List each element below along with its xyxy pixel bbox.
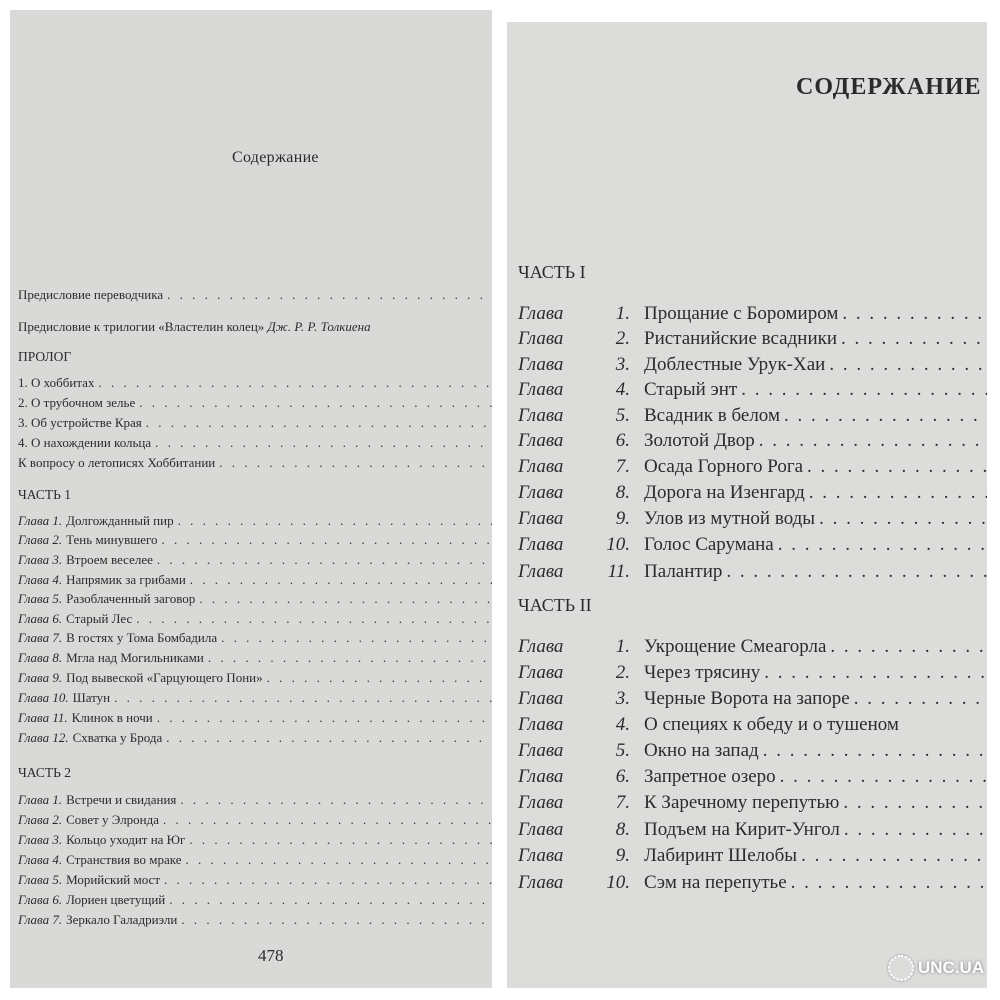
- list-item: [518, 819, 987, 841]
- list-item: [18, 812, 492, 828]
- list-item: [18, 611, 492, 627]
- chapter-title: Морийский мост: [66, 872, 160, 887]
- list-item: [18, 415, 492, 431]
- chapter-title: Кольцо уходит на Юг: [66, 832, 186, 847]
- chapter-prefix: Глава: [518, 430, 564, 451]
- list-item: [518, 714, 987, 736]
- dot-leader: [98, 375, 492, 391]
- list-item: [518, 430, 987, 452]
- preface-trilogy-label: Предисловие к трилогии «Властелин колец»: [18, 319, 265, 334]
- chapter-title: Лабиринт Шелобы: [644, 845, 798, 866]
- chapter-title: Долгожданный пир: [66, 513, 174, 528]
- dot-leader: [763, 740, 987, 762]
- chapter-number: 3.: [615, 688, 630, 709]
- chapter-number: 2.: [615, 662, 630, 683]
- page-number: 478: [258, 946, 284, 965]
- chapter-number: 4.: [615, 714, 630, 735]
- chapter-number: 5.: [615, 405, 630, 426]
- chapter-prefix: Глава: [518, 561, 564, 582]
- chapter-number: 7.: [615, 456, 630, 477]
- chapter-title: Сэм на перепутье: [644, 872, 787, 893]
- chapter-title: Прощание с Боромиром: [644, 303, 839, 324]
- chapter-prefix: Глава: [518, 534, 564, 555]
- dot-leader: [844, 819, 987, 841]
- dot-leader: [854, 688, 987, 710]
- chapter-title: О специях к обеду и о тушеном: [644, 714, 899, 735]
- chapter-title: Золотой Двор: [644, 430, 755, 451]
- chapter-title: К Заречному перепутью: [644, 792, 840, 813]
- preface-translator: [18, 287, 492, 303]
- chapter-title: Укрощение Смеагорла: [644, 636, 827, 657]
- chapter-prefix: Глава 8.: [18, 650, 63, 665]
- dot-leader: [139, 395, 492, 411]
- list-item: [18, 375, 492, 391]
- left-page-title: Содержание: [232, 149, 319, 166]
- list-item: [518, 456, 987, 478]
- preface-trilogy: [18, 319, 371, 335]
- chapter-prefix: Глава 6.: [18, 611, 63, 626]
- list-item: [18, 455, 492, 471]
- chapter-title: Зеркало Галадриэли: [66, 912, 178, 927]
- dot-leader: [199, 591, 492, 607]
- dot-leader: [146, 415, 492, 431]
- list-item: [518, 405, 987, 427]
- chapter-number: 1.: [615, 303, 630, 324]
- list-item: [18, 591, 492, 607]
- chapter-title: Через трясину: [644, 662, 761, 683]
- chapter-prefix: Глава 1.: [18, 513, 63, 528]
- dot-leader: [764, 662, 987, 684]
- list-item: [518, 845, 987, 867]
- chapter-prefix: Глава 12.: [18, 730, 69, 745]
- chapter-title: Старый Лес: [66, 611, 133, 626]
- chapter-title: Палантир: [644, 561, 723, 582]
- chapter-number: 8.: [615, 819, 630, 840]
- part2-heading: ЧАСТЬ II: [518, 595, 592, 615]
- dot-leader: [163, 812, 492, 828]
- chapter-title: Подъем на Кирит-Унгол: [644, 819, 840, 840]
- chapter-title: Старый энт: [644, 379, 738, 400]
- chapter-number: 9.: [615, 508, 630, 529]
- dot-leader: [180, 792, 492, 808]
- chapter-prefix: Глава: [518, 482, 564, 503]
- dot-leader: [208, 650, 492, 666]
- dot-leader: [726, 561, 987, 583]
- dot-leader: [219, 455, 492, 471]
- list-item: [518, 561, 987, 583]
- chapter-title: Лориен цветущий: [66, 892, 166, 907]
- list-item: [18, 690, 492, 706]
- chapter-prefix: Глава: [518, 845, 564, 866]
- chapter-prefix: Глава: [518, 508, 564, 529]
- dot-leader: [807, 456, 987, 478]
- chapter-title: Тень минувшего: [66, 532, 158, 547]
- chapter-number: 2.: [615, 328, 630, 349]
- list-item: [518, 792, 987, 814]
- dot-leader: [778, 534, 987, 556]
- chapter-title: Схватка у Брода: [72, 730, 163, 745]
- list-item: [518, 688, 987, 710]
- list-item: [518, 303, 987, 325]
- chapter-prefix: Глава 6.: [18, 892, 63, 907]
- chapter-prefix: Глава: [518, 636, 564, 657]
- list-item: [518, 482, 987, 504]
- chapter-prefix: Глава: [518, 662, 564, 683]
- chapter-prefix: Глава: [518, 328, 564, 349]
- dot-leader: [221, 630, 492, 646]
- chapter-prefix: Глава 3.: [18, 832, 63, 847]
- chapter-prefix: Глава: [518, 688, 564, 709]
- toc-entry-title: 2. О трубочном зелье: [18, 395, 136, 410]
- list-item: [18, 730, 492, 746]
- chapter-prefix: Глава: [518, 354, 564, 375]
- chapter-title: Запретное озеро: [644, 766, 776, 787]
- chapter-title: Напрямик за грибами: [66, 572, 186, 587]
- chapter-prefix: Глава 10.: [18, 690, 69, 705]
- chapter-title: Доблестные Урук-Хаи: [644, 354, 826, 375]
- list-item: [18, 832, 492, 848]
- list-item: [18, 630, 492, 646]
- part2-heading: ЧАСТЬ 2: [18, 765, 71, 780]
- chapter-title: Всадник в белом: [644, 405, 780, 426]
- dot-leader: [157, 552, 492, 568]
- list-item: [18, 670, 492, 686]
- list-item: [18, 513, 492, 529]
- dot-leader: [780, 766, 987, 788]
- dot-leader: [189, 832, 492, 848]
- watermark-text: UNC.UA: [918, 958, 985, 977]
- chapter-number: 1.: [615, 636, 630, 657]
- list-item: [518, 662, 987, 684]
- chapter-title: Шатун: [72, 690, 111, 705]
- chapter-number: 6.: [615, 766, 630, 787]
- dot-leader: [162, 532, 492, 548]
- dot-leader: [830, 636, 987, 658]
- list-item: [18, 912, 492, 928]
- chapter-title: Странствия во мраке: [66, 852, 182, 867]
- chapter-prefix: Глава: [518, 714, 564, 735]
- watermark-logo-icon: [888, 955, 914, 981]
- list-item: [18, 872, 492, 888]
- chapter-number: 10.: [606, 534, 630, 555]
- list-item: [18, 552, 492, 568]
- chapter-title: Совет у Элронда: [66, 812, 160, 827]
- chapter-prefix: Глава: [518, 303, 564, 324]
- chapter-prefix: Глава: [518, 792, 564, 813]
- chapter-prefix: Глава: [518, 456, 564, 477]
- chapter-number: 10.: [606, 872, 630, 893]
- chapter-prefix: Глава: [518, 379, 564, 400]
- prolog-heading: ПРОЛОГ: [18, 349, 72, 364]
- list-item: [518, 328, 987, 350]
- chapter-prefix: Глава: [518, 766, 564, 787]
- chapter-prefix: Глава 2.: [18, 532, 63, 547]
- list-item: [518, 379, 987, 401]
- chapter-title: В гостях у Тома Бомбадила: [66, 630, 218, 645]
- chapter-number: 7.: [615, 792, 630, 813]
- dot-leader: [155, 435, 492, 451]
- dot-leader: [843, 792, 987, 814]
- chapter-prefix: Глава 9.: [18, 670, 63, 685]
- right-page: [507, 22, 987, 988]
- list-item: [18, 572, 492, 588]
- dot-leader: [819, 508, 987, 530]
- chapter-prefix: Глава 1.: [18, 792, 63, 807]
- dot-leader: [801, 845, 987, 867]
- right-page-title: СОДЕРЖАНИЕ: [796, 74, 982, 100]
- list-item: [18, 792, 492, 808]
- chapter-prefix: Глава: [518, 872, 564, 893]
- preface-translator-label: Предисловие переводчика: [18, 287, 164, 302]
- chapter-number: 3.: [615, 354, 630, 375]
- dot-leader: [157, 710, 492, 726]
- chapter-title: Дорога на Изенгард: [644, 482, 805, 503]
- list-item: [518, 534, 987, 556]
- chapter-prefix: Глава: [518, 819, 564, 840]
- toc-entry-title: 4. О нахождении кольца: [18, 435, 152, 450]
- dot-leader: [741, 379, 987, 401]
- dot-leader: [136, 611, 492, 627]
- dot-leader: [169, 892, 492, 908]
- dot-leader: [784, 405, 987, 427]
- toc-entry-title: К вопросу о летописях Хоббитании: [18, 455, 216, 470]
- chapter-number: 8.: [615, 482, 630, 503]
- dot-leader: [829, 354, 987, 376]
- list-item: [18, 395, 492, 411]
- dot-leader: [842, 303, 987, 325]
- list-item: [518, 872, 987, 894]
- chapter-title: Голос Сарумана: [644, 534, 774, 555]
- dot-leader: [114, 690, 492, 706]
- dot-leader: [759, 430, 987, 452]
- preface-trilogy-author: Дж. Р. Р. Толкиена: [267, 319, 371, 334]
- chapter-number: 6.: [615, 430, 630, 451]
- chapter-title: Мгла над Могильниками: [66, 650, 204, 665]
- list-item: [18, 892, 492, 908]
- chapter-number: 9.: [615, 845, 630, 866]
- part1-heading: ЧАСТЬ I: [518, 262, 586, 282]
- chapter-number: 5.: [615, 740, 630, 761]
- list-item: [18, 650, 492, 666]
- watermark: [888, 948, 998, 988]
- dot-leader: [841, 328, 987, 350]
- chapter-title: Клинок в ночи: [71, 710, 153, 725]
- list-item: [18, 710, 492, 726]
- list-item: [18, 852, 492, 868]
- chapter-title: Ристанийские всадники: [644, 328, 838, 349]
- toc-entry-title: 3. Об устройстве Края: [18, 415, 142, 430]
- chapter-title: Под вывеской «Гарцующего Пони»: [66, 670, 263, 685]
- list-item: [518, 508, 987, 530]
- list-item: [518, 740, 987, 762]
- toc-entry-title: 1. О хоббитах: [18, 375, 95, 390]
- chapter-title: Втроем веселее: [66, 552, 153, 567]
- chapter-title: Черные Ворота на запоре: [644, 688, 850, 709]
- dot-leader: [181, 912, 492, 928]
- chapter-title: Разоблаченный заговор: [66, 591, 196, 606]
- dot-leader: [166, 730, 492, 746]
- chapter-title: Окно на запад: [644, 740, 759, 761]
- chapter-title: Осада Горного Рога: [644, 456, 804, 477]
- dot-leader: [178, 513, 492, 529]
- chapter-title: Улов из мутной воды: [644, 508, 816, 529]
- chapter-prefix: Глава 11.: [18, 710, 68, 725]
- dot-leader: [167, 287, 492, 303]
- chapter-prefix: Глава 4.: [18, 572, 63, 587]
- list-item: [18, 435, 492, 451]
- chapter-prefix: Глава: [518, 740, 564, 761]
- chapter-prefix: Глава 7.: [18, 912, 63, 927]
- chapter-prefix: Глава 4.: [18, 852, 63, 867]
- left-page: [10, 10, 492, 988]
- dot-leader: [190, 572, 492, 588]
- chapter-number: 11.: [607, 561, 630, 582]
- list-item: [18, 532, 492, 548]
- chapter-prefix: Глава 5.: [18, 872, 63, 887]
- dot-leader: [267, 670, 492, 686]
- dot-leader: [791, 872, 987, 894]
- dot-leader: [809, 482, 987, 504]
- list-item: [518, 354, 987, 376]
- chapter-number: 4.: [615, 379, 630, 400]
- part1-heading: ЧАСТЬ 1: [18, 487, 71, 502]
- chapter-title: Встречи и свидания: [66, 792, 177, 807]
- chapter-prefix: Глава 3.: [18, 552, 63, 567]
- list-item: [518, 636, 987, 658]
- chapter-prefix: Глава 2.: [18, 812, 63, 827]
- chapter-prefix: Глава 5.: [18, 591, 63, 606]
- chapter-prefix: Глава 7.: [18, 630, 63, 645]
- dot-leader: [186, 852, 493, 868]
- dot-leader: [164, 872, 492, 888]
- chapter-prefix: Глава: [518, 405, 564, 426]
- list-item: [518, 766, 987, 788]
